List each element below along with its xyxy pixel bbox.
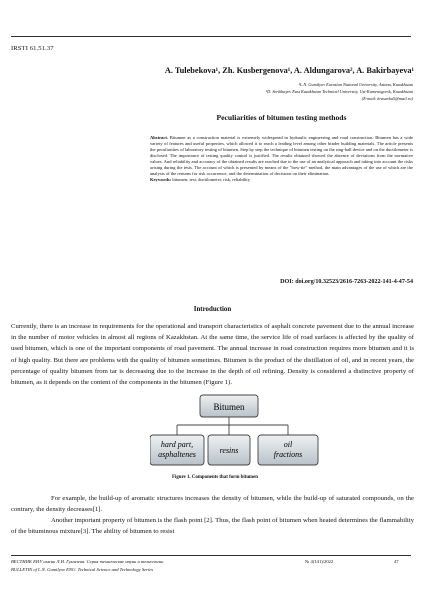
author-email: (E-mail: krasavka5@mail.ru) <box>361 96 413 101</box>
paper-title: Peculiarities of bitumen testing methods <box>216 113 347 122</box>
oil-fractions-label-1: oil <box>283 440 293 449</box>
affiliation-2: ²D. Serikbayev East Kazakhstan Technical University, Ust-Kamenogorsk, Kazakhstan <box>265 89 413 94</box>
footer-journal-en: BULLETIN of L.N. Gumilyov ENU. Technical Science and Technology Series <box>11 567 154 572</box>
resins-label: resins <box>219 446 239 455</box>
page-number: 47 <box>394 559 399 564</box>
abstract-block <box>150 135 413 183</box>
header-rule <box>11 36 411 37</box>
figure-caption: Figure 1. Components that form bitumen <box>171 475 259 480</box>
bitumen-components-diagram <box>150 385 370 473</box>
doi-link[interactable]: DOI: doi.org/10.32523/2616-7263-2022-141-4-47-54 <box>280 279 413 285</box>
keywords-text: bitumen, test, ductilometer, risk, reliability <box>172 177 250 183</box>
body-paragraph-1: Currently, there is an increase in requirements for the operational and transport characteristics of asphalt concrete pavement due to the annual increase in the number of motor vehicles in almost all regions of Kazakhstan. At the same time, the service life of road surfaces is affected by the quality of used bitumen, which is one of the important components of road pavement. The annual increase in road construction requires more bitumen and it is of high quality. But there are problems with the quality of bitumen sometimes. Bitumen is the product of the distillation of oil, and in recent years, the percentage of quality bitumen from tar is decreasing due to the increase in the depth of oil refining. Density is considered a distinctive property of bitumen, as it depends on the content of the components in the bitumen (Figure 1). <box>11 323 414 387</box>
body-paragraph-3: Another important property of bitumen is the flash point [2]. Thus, the flash point of bitumen when heated determines the flammability of the bituminous mixture[3]. The ability of bitumen to resist <box>11 517 414 536</box>
connector-lines <box>177 417 288 435</box>
oil-fractions-label-2: fractions <box>273 450 303 459</box>
keywords-label: Keywords: <box>150 177 172 183</box>
abstract-text: Bitumen as a construction material is extremely widespread in hydraulic engineering and road construction. Bitumen has a wide variety of features and useful properties, which allowed it to reach a leading level among other binder building materials. The article presents the peculiarities of laboratory testing of bitumen. Step by step the technique of bitumen testing on the ring-ball device and on the ductilometer is disclosed. The importance of testing quality control is justified. The results obtained showed the absence of deviations from the normative values. And reliability and accuracy of the obtained results are reached due to the use of an analytical approach and taking into account the risks arising during the tests. The account of which is presented by means of the "bow-tie" method, the main advantages of the use of which are the analysis of the reasons for risk occurrence, and the determination of decisions on their elimination. <box>150 135 413 177</box>
irsti-code: IRSTI 61.51.37 <box>11 45 54 52</box>
asphaltenes-label-1: hard part, <box>160 440 194 449</box>
asphaltenes-label-2: asphaltenes <box>158 450 196 459</box>
abstract-label: Abstract. <box>150 135 169 140</box>
section-heading: Introduction <box>193 306 232 313</box>
affiliation-1: ¹L.N. Gumilyov Eurasian National University, Astana, Kazakhstan <box>298 82 413 87</box>
footer-rule <box>11 555 411 556</box>
body-paragraph-2: For example, the build-up of aromatic structures increases the density of bitumen, while the build-up of saturated compounds, on the contrary, the density decreases[1]. <box>11 495 414 514</box>
authors-line: A. Tulebekova¹, Zh. Kusbergenova¹, A. Aldungarova², A. Bakirbayeva¹ <box>164 66 414 75</box>
bitumen-label: Bitumen <box>213 402 245 412</box>
footer-journal-ru: ВЕСТНИК ЕНУ имени Л.Н. Гумилева. Серия технические науки и технологии <box>11 559 164 564</box>
footer-issue: № 4(141)/2022 <box>305 559 334 564</box>
keywords-line <box>150 177 413 183</box>
